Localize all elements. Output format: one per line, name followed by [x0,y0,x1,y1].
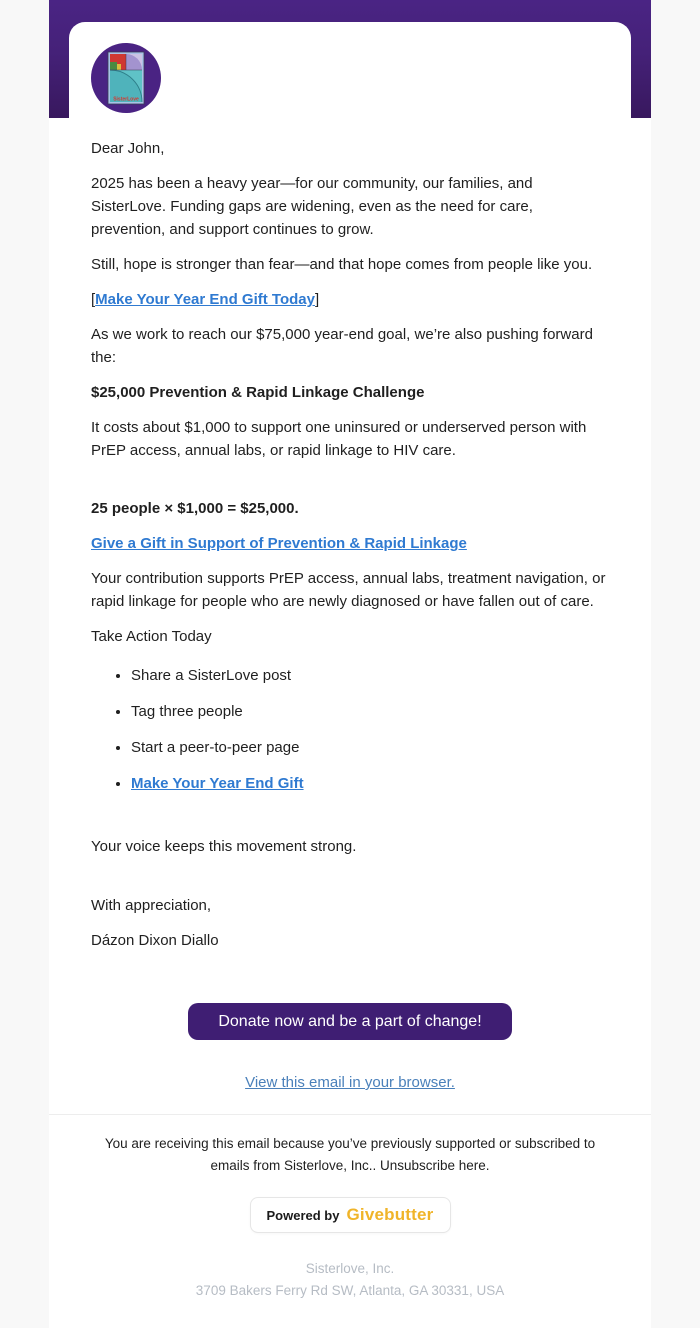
take-action-heading: Take Action Today [91,628,212,645]
givebutter-badge[interactable] [250,1197,451,1233]
powered-by-label: Powered by [266,1207,340,1223]
org-name: Sisterlove, Inc. [305,1261,395,1276]
list-item: • Start a peer-to-peer page [131,736,609,759]
goal-paragraph: As we work to reach our $75,000 year-end goal, we’re also pushing forward the: [91,326,593,366]
intro-paragraph: 2025 has been a heavy year—for our community, our families, and SisterLove. Funding gaps are widening, even as the need for care, prevention, and support continues to grow. [91,175,533,238]
email-body [91,137,609,952]
unsubscribe-link[interactable]: Unsubscribe here. [380,1158,490,1173]
year-end-gift-link[interactable]: Make Your Year End Gift Today [95,291,315,308]
bracket-open: [ [91,291,96,308]
org-info [79,1258,621,1302]
make-gift-bullet-link[interactable]: Make Your Year End Gift [131,775,304,792]
contribution-paragraph: Your contribution supports PrEP access, annual labs, treatment navigation, or rapid linkage for people who are newly diagnosed or have fallen out of care. [91,570,606,610]
logo-wordmark: SisterLove [113,96,139,103]
disclaimer-line-1: You are receiving this email because you’ve previously supported or subscribed to [104,1136,596,1151]
action-list [91,664,609,795]
math-line: 25 people × $1,000 = $25,000. [91,500,299,517]
challenge-heading: $25,000 Prevention & Rapid Linkage Challenge [91,384,425,401]
org-address: 3709 Bakers Ferry Rd SW, Atlanta, GA 30331, USA [195,1283,505,1298]
list-item: • Tag three people [131,700,609,723]
hope-paragraph: Still, hope is stronger than fear—and that hope comes from people like you. [91,256,593,273]
list-item [131,772,609,795]
givebutter-logo: Givebutter [346,1205,434,1224]
powered-by-row [79,1197,621,1233]
sisterlove-logo-icon[interactable] [91,43,161,113]
donate-button-row [91,1003,609,1040]
give-gift-link[interactable]: Give a Gift in Support of Prevention & Rapid Linkage [91,535,467,552]
email-wrapper [49,0,651,1328]
cost-paragraph: It costs about $1,000 to support one uninsured or underserved person with PrEP access, annual labs, or rapid linkage to HIV care. [91,419,587,459]
gift-link-line [91,288,609,311]
view-in-browser-link[interactable]: View this email in your browser. [245,1074,455,1091]
logo-container [91,43,609,113]
bracket-close: ] [314,291,320,308]
give-gift-link-line [91,532,609,555]
footer-disclaimer [80,1133,620,1177]
email-footer [49,1114,651,1322]
voice-paragraph: Your voice keeps this movement strong. [91,838,357,855]
greeting: Dear John, [91,140,165,157]
closing-line: With appreciation, [91,897,212,914]
view-browser-row [91,1074,609,1114]
donate-button[interactable]: Donate now and be a part of change! [188,1003,511,1040]
signature: Dázon Dixon Diallo [91,932,219,949]
list-item: • Share a SisterLove post [131,664,609,687]
disclaimer-line-2: emails from Sisterlove, Inc.. [210,1158,380,1173]
email-content-card [69,22,631,1114]
